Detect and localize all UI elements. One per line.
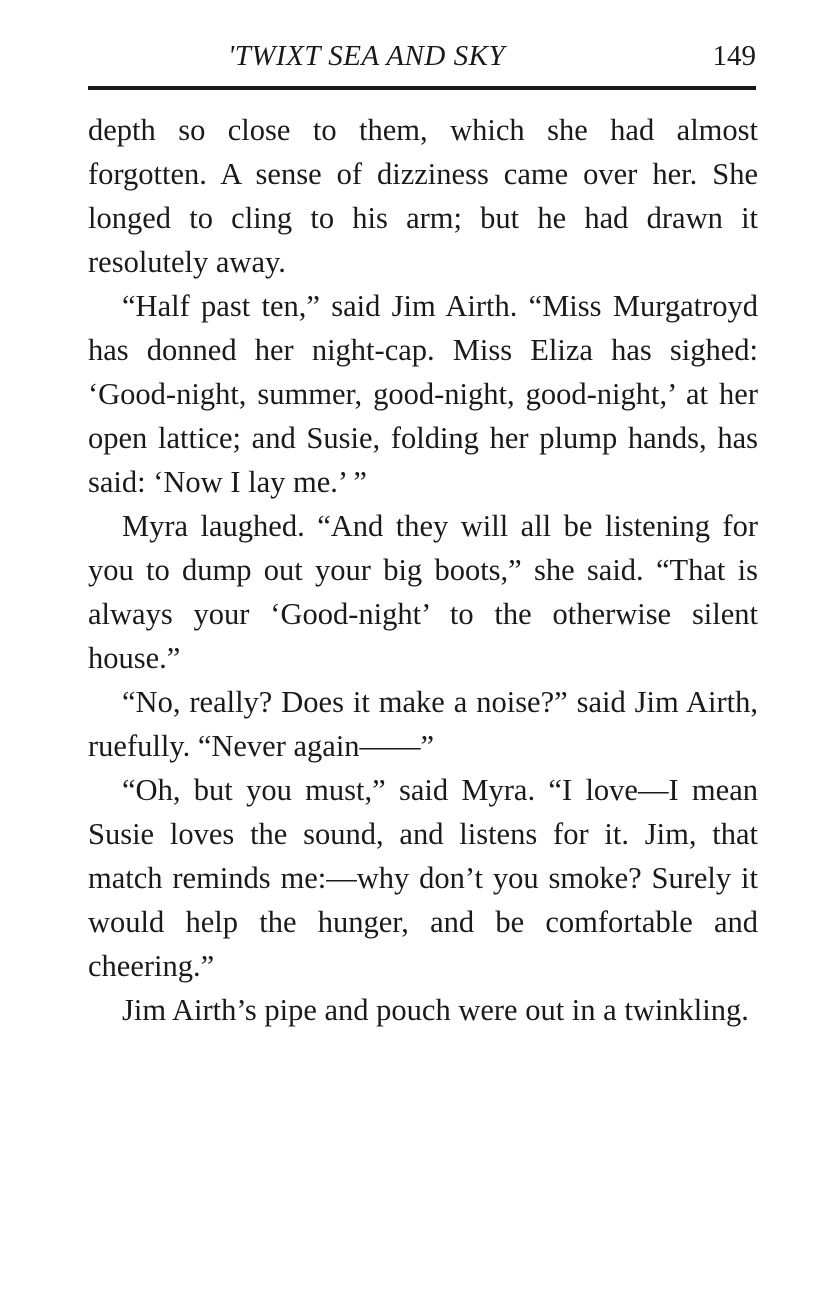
text-line: night, good-night,’ at her open lattice; and	[88, 377, 758, 455]
text-line: forgotten. A sense of dizziness came over	[88, 157, 638, 191]
paragraph-1	[88, 108, 758, 284]
header-rule	[88, 86, 756, 90]
paragraph-6	[88, 988, 758, 1032]
text-line: he had drawn it resolutely away.	[88, 201, 759, 279]
paragraph-3	[88, 504, 758, 680]
text-line: to the otherwise silent house.”	[88, 597, 759, 675]
paragraph-5	[88, 768, 758, 988]
text-line: “No, really? Does it make a noise?” said	[122, 685, 626, 719]
page-header	[88, 36, 758, 76]
text-line: cheering.”	[88, 949, 215, 983]
text-line: I mean Susie loves the sound, and listens	[88, 773, 758, 851]
text-line: why don’t you smoke? Surely it would	[88, 861, 758, 939]
text-line: help the hunger, and be comfortable and	[185, 905, 758, 939]
paragraph-2	[88, 284, 758, 504]
text-line: “Half past ten,” said Jim Airth. “Miss	[122, 289, 602, 323]
text-line: for it. Jim, that match reminds me:—	[88, 817, 758, 895]
text-line: Eliza has sighed: ‘Good-night, summer, good-	[88, 333, 758, 411]
text-line: Murgatroyd has donned her night-cap. Miss	[88, 289, 758, 367]
paragraph-4	[88, 680, 758, 768]
text-line: Myra laughed. “And they will all be	[122, 509, 593, 543]
text-line: Jim Airth’s pipe and pouch were out in a	[122, 993, 617, 1027]
text-line: her. She longed to cling to his arm; but	[88, 157, 758, 235]
page-number: 149	[712, 40, 756, 72]
text-line: Susie, folding her plump hands, has said:	[88, 421, 759, 499]
text-line: listening for you to dump out your big boots,”	[88, 509, 758, 587]
text-line: depth so close to them, which she had almost	[88, 113, 758, 147]
text-line: ‘Now I lay me.’ ”	[153, 465, 367, 499]
running-title: 'TWIXT SEA AND SKY	[228, 40, 506, 72]
text-line: Jim Airth, ruefully. “Never again——”	[88, 685, 758, 763]
text-line: “Oh, but you must,” said Myra. “I love—	[122, 773, 669, 807]
text-line: twinkling.	[624, 993, 749, 1027]
text-line: she said. “That is always your ‘Good-night’	[88, 553, 759, 631]
book-page	[88, 0, 758, 1311]
body-text	[88, 108, 758, 1032]
